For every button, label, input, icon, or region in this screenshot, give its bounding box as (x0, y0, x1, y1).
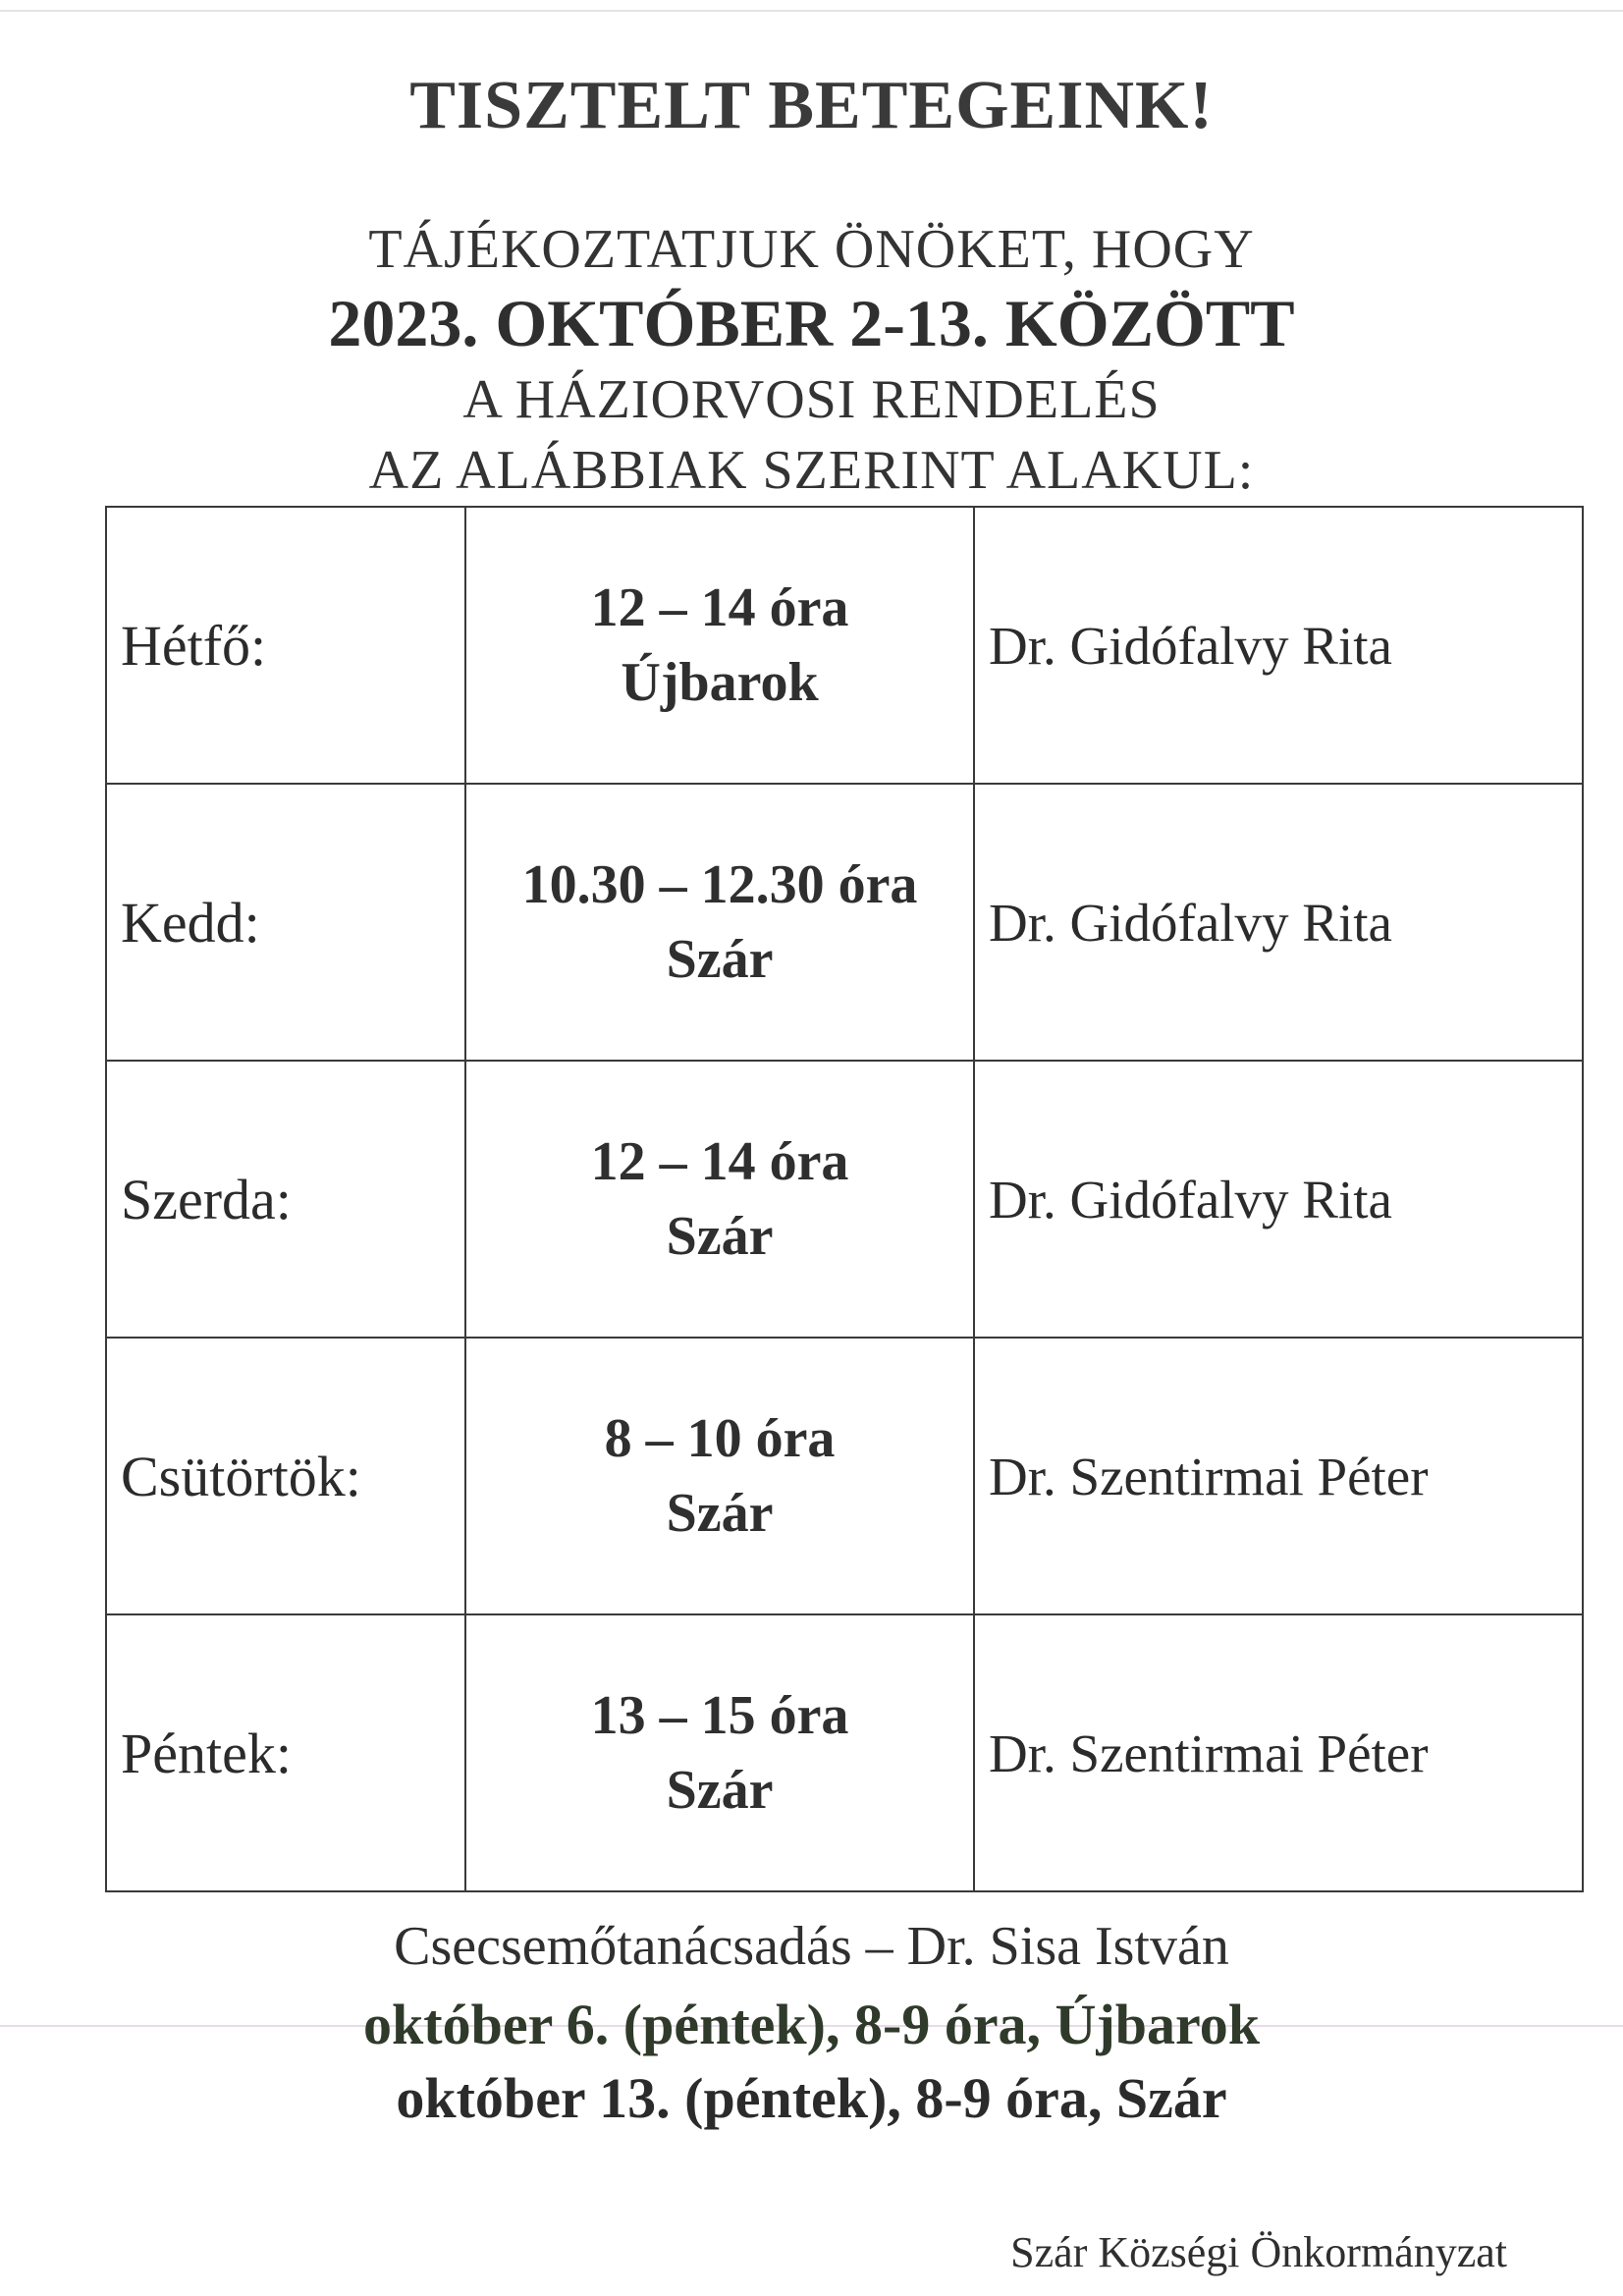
date-range: 2023. OKTÓBER 2-13. KÖZÖTT (328, 286, 1295, 360)
infant-care-session-2: október 13. (péntek), 8-9 óra, Szár (396, 2066, 1227, 2130)
office-hours: 8 – 10 óra (604, 1408, 836, 1469)
doctor-cell: Dr. Gidófalvy Rita (974, 507, 1583, 784)
doctor-cell: Dr. Gidófalvy Rita (974, 784, 1583, 1061)
location: Újbarok (621, 652, 819, 713)
table-row (106, 1061, 1583, 1338)
intro-line-1: TÁJÉKOZTATJUK ÖNÖKET, HOGY (368, 219, 1255, 280)
location: Szár (666, 929, 774, 990)
office-hours: 13 – 15 óra (590, 1685, 849, 1746)
day-cell: Csütörtök: (106, 1338, 465, 1614)
location: Szár (666, 1760, 774, 1821)
day-cell: Hétfő: (106, 507, 465, 784)
infant-care-session-1: október 6. (péntek), 8-9 óra, Újbarok (363, 1993, 1260, 2056)
location: Szár (666, 1206, 774, 1267)
office-hours: 10.30 – 12.30 óra (521, 854, 918, 915)
intro-line-3: AZ ALÁBBIAK SZERINT ALAKUL: (368, 440, 1255, 501)
time-place-cell (465, 784, 974, 1061)
day-cell: Szerda: (106, 1061, 465, 1338)
doctor-cell: Dr. Szentirmai Péter (974, 1338, 1583, 1614)
doctor-cell: Dr. Szentirmai Péter (974, 1614, 1583, 1891)
office-hours: 12 – 14 óra (590, 577, 849, 638)
table-row (106, 784, 1583, 1061)
scan-edge-line (0, 10, 1623, 12)
intro-line-2: A HÁZIORVOSI RENDELÉS (462, 369, 1161, 430)
day-cell: Péntek: (106, 1614, 465, 1891)
table-row (106, 507, 1583, 784)
time-place-cell (465, 1061, 974, 1338)
doctor-cell: Dr. Gidófalvy Rita (974, 1061, 1583, 1338)
time-place-cell (465, 1614, 974, 1891)
schedule-table (105, 506, 1584, 1892)
table-row (106, 1338, 1583, 1614)
infant-care-heading: Csecsemőtanácsadás – Dr. Sisa István (394, 1916, 1229, 1977)
notice-title: TISZTELT BETEGEINK! (409, 68, 1214, 143)
office-hours: 12 – 14 óra (590, 1131, 849, 1192)
location: Szár (666, 1483, 774, 1544)
table-row (106, 1614, 1583, 1891)
time-place-cell (465, 507, 974, 784)
day-cell: Kedd: (106, 784, 465, 1061)
time-place-cell (465, 1338, 974, 1614)
signature: Szár Községi Önkormányzat (1010, 2228, 1507, 2276)
